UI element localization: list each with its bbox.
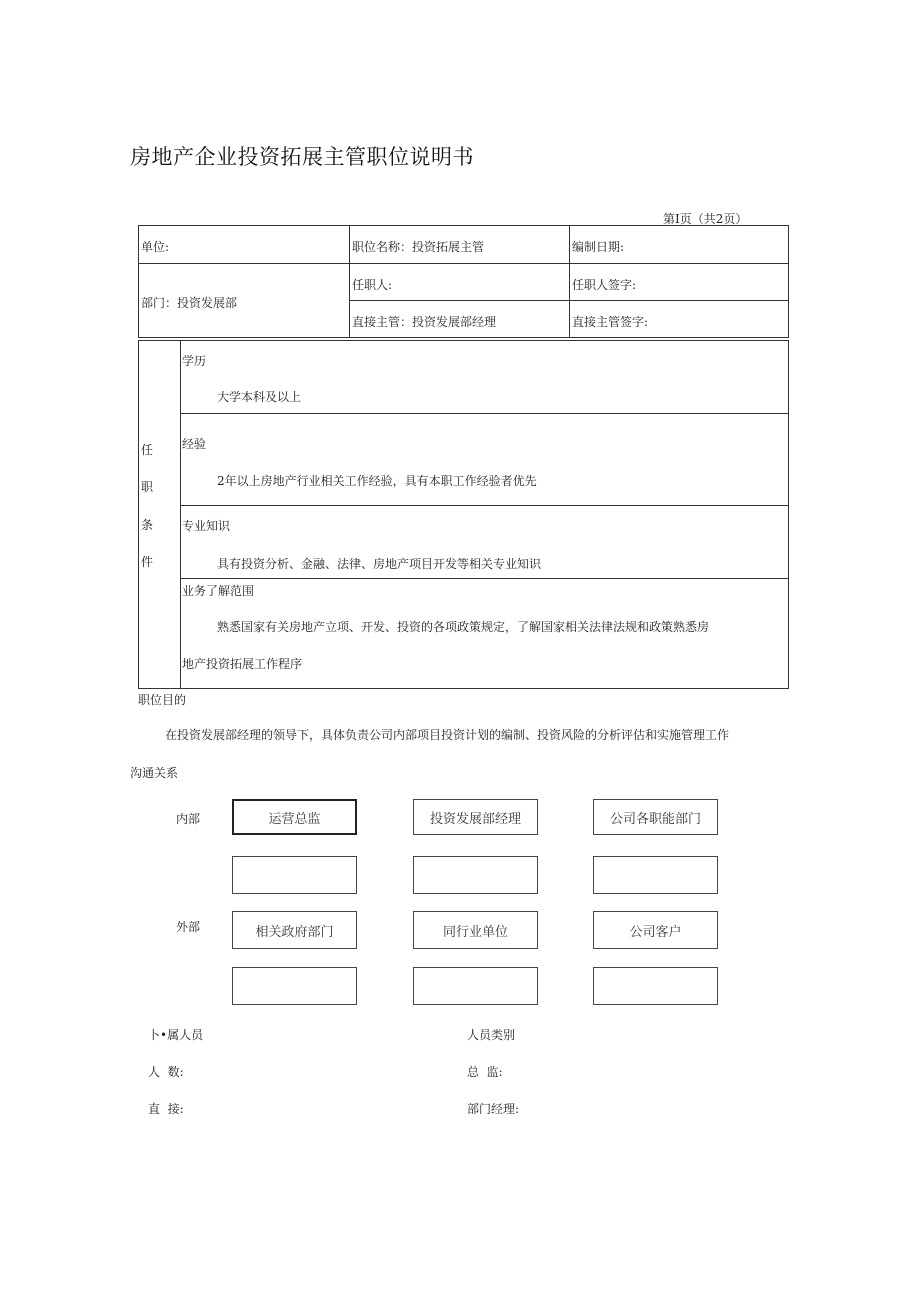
page-title: 房地产企业投资拓展主管职位说明书 [130, 145, 474, 169]
unit-label: 单位: [141, 240, 170, 254]
experience-value: 2年以上房地产行业相关工作经验，具有本职工作经验者优先 [217, 474, 537, 488]
education-label: 学历 [182, 354, 207, 368]
empty-box [413, 967, 538, 1005]
incumbent-signature: 任职人签字: [572, 278, 637, 292]
internal-label: 内部 [176, 812, 201, 826]
page-number: 第Ⅰ页（共2页） [663, 212, 748, 226]
department-manager-label: 部门经理: [467, 1102, 520, 1116]
education-value: 大学本科及以上 [217, 390, 302, 404]
internal-box-investment-manager: 投资发展部经理 [413, 799, 538, 835]
supervisor-signature: 直接主管签字: [572, 315, 649, 329]
headcount-label: 人 数: [148, 1065, 184, 1079]
external-box-government: 相关政府部门 [232, 911, 357, 949]
empty-box [232, 856, 357, 894]
experience-label: 经验 [182, 437, 207, 451]
knowledge-value: 具有投资分析、金融、法律、房地产项目开发等相关专业知识 [217, 557, 542, 571]
empty-box [593, 967, 718, 1005]
scope-label: 业务了解范围 [182, 584, 255, 598]
empty-box [232, 967, 357, 1005]
compile-date: 编制日期: [572, 240, 625, 254]
external-box-peer-companies: 同行业单位 [413, 911, 538, 949]
direct-supervisor: 直接主管：投资发展部经理 [352, 315, 497, 329]
internal-box-operations-director: 运营总监 [232, 799, 357, 835]
staff-category-label: 人员类别 [467, 1028, 516, 1042]
external-label: 外部 [176, 920, 201, 934]
communication-label: 沟通关系 [130, 766, 179, 780]
scope-value-continued: 地产投资拓展工作程序 [182, 657, 303, 671]
direct-label: 直 接: [148, 1102, 184, 1116]
knowledge-label: 专业知识 [182, 519, 231, 533]
empty-box [593, 856, 718, 894]
purpose-label: 职位目的 [138, 693, 187, 707]
empty-box [413, 856, 538, 894]
header-table [138, 225, 789, 338]
subordinates-label: 卜•属人员 [148, 1028, 204, 1042]
scope-value: 熟悉国家有关房地产立项、开发、投资的各项政策规定，了解国家相关法律法规和政策熟悉房 [217, 620, 710, 634]
internal-box-functional-departments: 公司各职能部门 [593, 799, 718, 835]
purpose-text: 在投资发展部经理的领导下，具体负责公司内部项目投资计划的编制、投资风险的分析评估和实施管理工作 [165, 728, 730, 742]
director-label: 总 监: [467, 1065, 503, 1079]
requirements-table: 任 职 条 件 学历 大学本科及以上 经验 2年以上房地产行业相关工作经验，具有本职工作经验者优先 专业知识 具有投资分析、金融、法律、房地产项目开发等相关专业知识 业务了解范围 熟悉国家有关房地产立项、开发、投资的各项政策规定，了解国家相关法律法规和政策熟悉房 地产投资拓展工作程序 [138, 340, 789, 689]
position-name: 职位名称：投资拓展主管 [352, 240, 485, 254]
department: 部门：投资发展部 [141, 296, 238, 310]
external-box-clients: 公司客户 [593, 911, 718, 949]
incumbent: 任职人: [352, 278, 393, 292]
